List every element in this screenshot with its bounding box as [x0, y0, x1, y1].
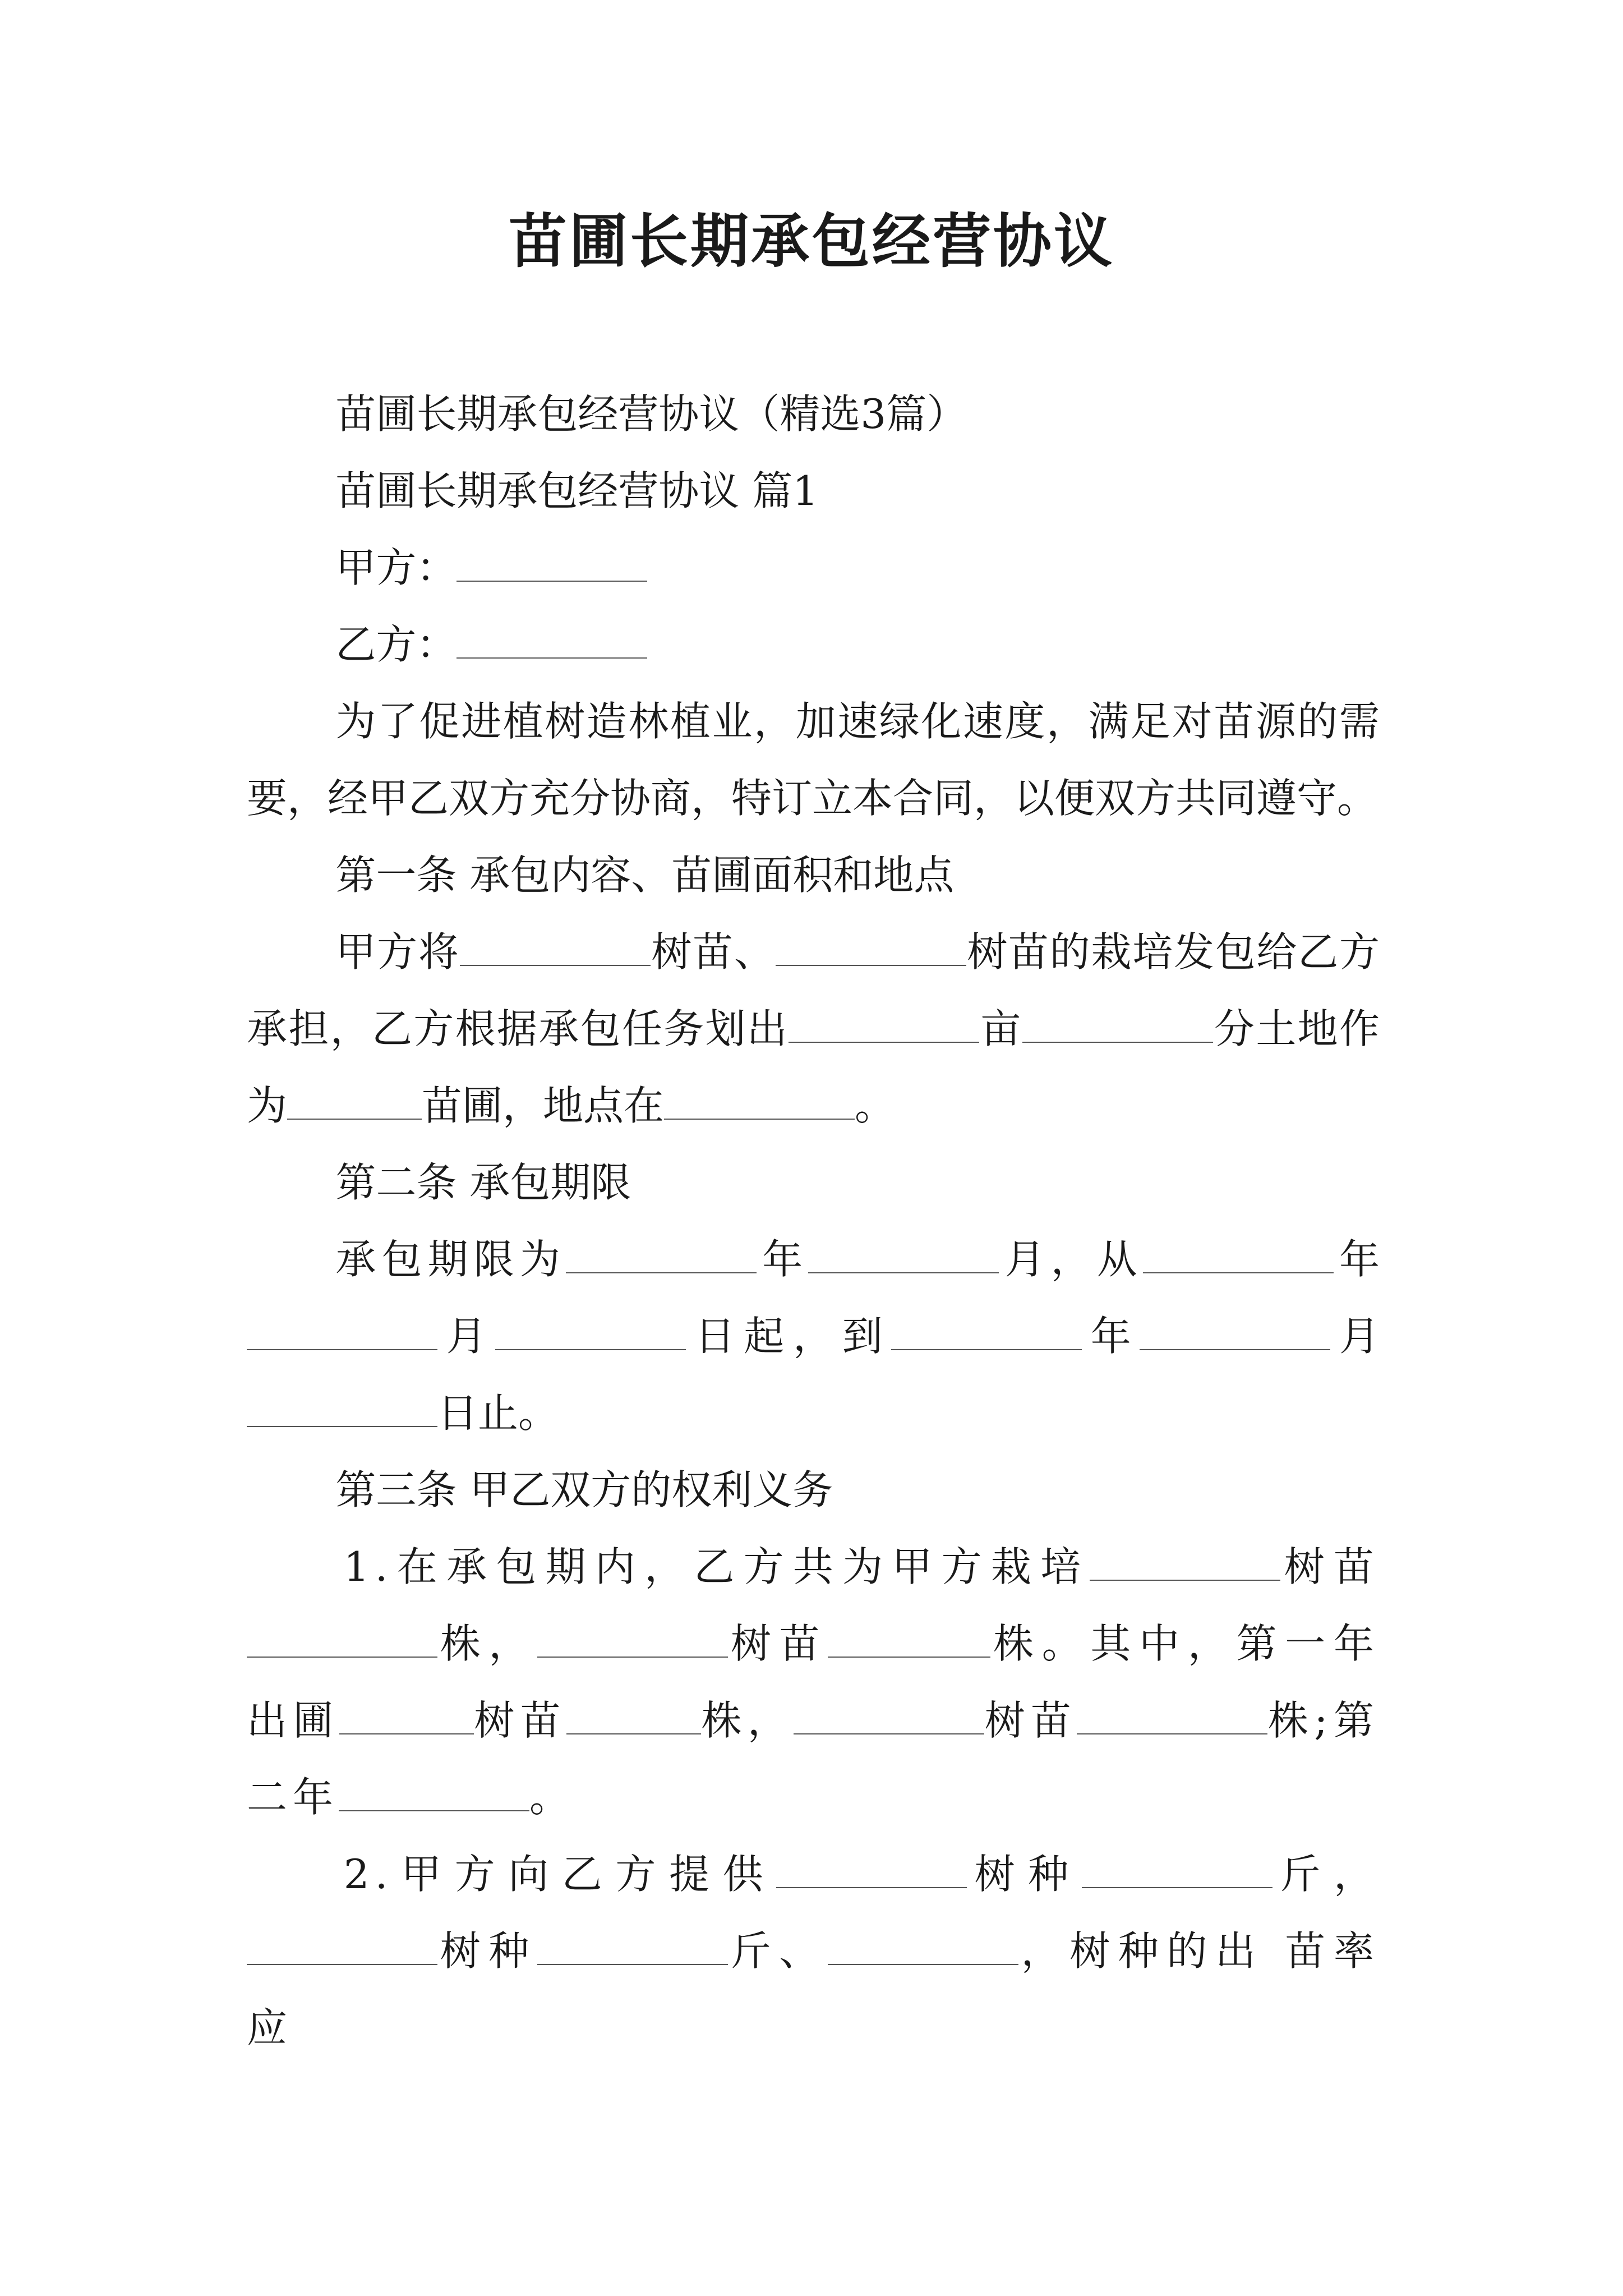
- text-segment: 树苗: [473, 1697, 567, 1744]
- article1-paragraph: [247, 914, 1380, 1144]
- fill-blank: [537, 1618, 728, 1658]
- fill-blank: [537, 1926, 728, 1965]
- text-segment: 株，: [701, 1697, 794, 1744]
- text-segment: 树种: [967, 1851, 1082, 1898]
- fill-blank: [247, 1311, 437, 1350]
- article2-heading: 第二条 承包期限: [335, 1159, 631, 1206]
- section-heading: 苗圃长期承包经营协议 篇1: [335, 467, 819, 514]
- text-segment: 。: [529, 1774, 576, 1821]
- article1-heading: 第一条 承包内容、苗圃面积和地点: [335, 852, 955, 899]
- text-segment: 树种: [437, 1927, 537, 1975]
- fill-blank: [1140, 1311, 1330, 1350]
- fill-blank: [1143, 1234, 1334, 1273]
- fill-blank: [247, 1618, 437, 1658]
- fill-blank: [339, 1695, 474, 1734]
- fill-blank: [495, 1311, 686, 1350]
- text-segment: 日起，到: [686, 1313, 892, 1360]
- item2-paragraph: [247, 1836, 1380, 2067]
- text-segment: 亩: [979, 1005, 1022, 1052]
- fill-blank: [794, 1695, 984, 1734]
- party-b-line: [247, 606, 1380, 683]
- fill-blank: [808, 1234, 999, 1273]
- text-segment: 苗圃，地点在: [422, 1082, 665, 1129]
- text-segment: 分土地作为: [247, 1005, 1380, 1129]
- fill-blank: [566, 1234, 757, 1273]
- party-b-blank: [457, 619, 647, 659]
- text-segment: 承包期限为: [335, 1236, 566, 1283]
- text-segment: 月: [437, 1313, 496, 1360]
- fill-blank: [460, 927, 651, 966]
- fill-blank: [891, 1311, 1082, 1350]
- text-segment: 树苗: [984, 1697, 1077, 1744]
- text-segment: 树苗、: [650, 928, 776, 976]
- party-a-line: [247, 530, 1380, 606]
- fill-blank: [247, 1388, 437, 1427]
- text-segment: 1.在承包期内，乙方共为甲方栽培: [343, 1543, 1090, 1590]
- article2-paragraph: [247, 1221, 1380, 1452]
- text-segment: 株，: [437, 1620, 538, 1667]
- text-segment: 斤、: [727, 1927, 828, 1975]
- fill-blank: [566, 1695, 701, 1734]
- document-body: [247, 376, 1380, 2067]
- fill-blank: [247, 1926, 437, 1965]
- party-b-label: 乙方：: [335, 621, 457, 668]
- document-title: 苗圃长期承包经营协议: [508, 206, 1114, 275]
- text-segment: 株。其中，第一年出圃: [247, 1620, 1380, 1744]
- text-segment: 斤，: [1272, 1851, 1380, 1898]
- text-segment: 树苗: [1280, 1543, 1380, 1590]
- article3-heading: 第三条 甲乙双方的权利义务: [335, 1466, 833, 1513]
- text-segment: 2.甲方向乙方提供: [343, 1851, 777, 1898]
- party-a-blank: [457, 542, 647, 582]
- text-segment: 树苗: [728, 1620, 828, 1667]
- text-segment: 甲方将: [335, 928, 460, 976]
- text-segment: 株;第二年: [247, 1697, 1380, 1821]
- text-segment: 。: [855, 1082, 896, 1129]
- text-segment: ，树种的出 苗率应: [247, 1927, 1380, 2051]
- text-segment: 树苗的栽培发包给乙方承担，乙方根据承包任务划出: [247, 928, 1380, 1052]
- fill-blank: [664, 1080, 855, 1120]
- fill-blank: [776, 1849, 967, 1888]
- fill-blank: [1077, 1695, 1267, 1734]
- fill-blank: [1090, 1542, 1280, 1581]
- fill-blank: [828, 1926, 1018, 1965]
- text-segment: 年: [757, 1236, 809, 1283]
- fill-blank: [789, 1004, 979, 1043]
- fill-blank: [1082, 1849, 1272, 1888]
- text-segment: 月，从: [999, 1236, 1143, 1283]
- party-a-label: 甲方：: [335, 544, 457, 591]
- intro-paragraph: 为了促进植树造林植业，加速绿化速度，满足对苗源的需要，经甲乙双方充分协商，特订立本合同，以便双方共同遵守。: [247, 698, 1380, 822]
- fill-blank: [828, 1618, 990, 1658]
- fill-blank: [339, 1772, 529, 1811]
- fill-blank: [776, 927, 966, 966]
- fill-blank: [1022, 1004, 1213, 1043]
- text-segment: 年: [1082, 1313, 1140, 1360]
- document-subtitle: 苗圃长期承包经营协议（精选3篇）: [335, 390, 967, 438]
- text-segment: 年: [1333, 1236, 1380, 1283]
- item1-paragraph: [247, 1529, 1380, 1836]
- text-segment: 日止。: [437, 1389, 559, 1437]
- text-segment: 月: [1330, 1313, 1380, 1360]
- fill-blank: [287, 1080, 422, 1120]
